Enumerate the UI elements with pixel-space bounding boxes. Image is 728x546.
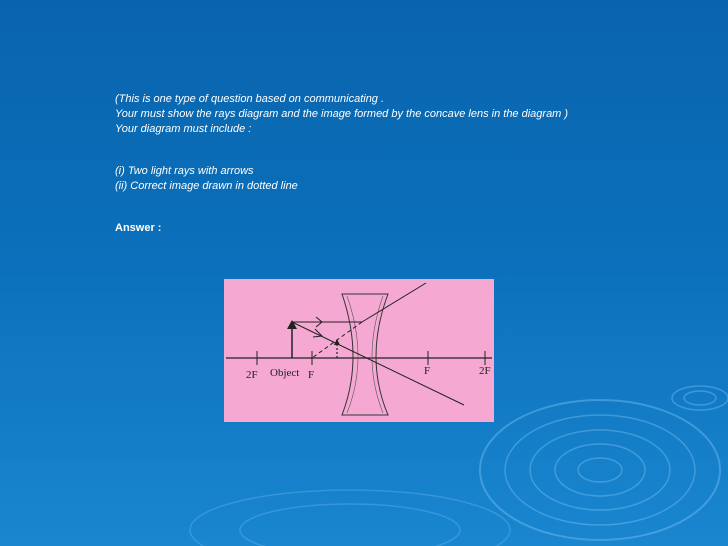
label-2f-left: 2F [246, 369, 258, 381]
question-text [115, 92, 568, 194]
concave-lens [342, 294, 388, 415]
answer-label: Answer : [115, 222, 162, 234]
label-f-left: F [308, 369, 315, 381]
label-2f-right: 2F [479, 365, 491, 377]
question-line-1: (This is one type of question based on communicating . [115, 93, 385, 105]
image-arrowhead [334, 339, 340, 345]
requirement-item-1: (i) Two light rays with arrows [115, 165, 254, 177]
requirement-item-2: (ii) Correct image drawn in dotted line [115, 180, 298, 192]
object-arrowhead [287, 320, 297, 329]
label-f-right: F [424, 365, 431, 377]
ray-diagram [224, 279, 494, 422]
ray-diverged [362, 283, 426, 322]
question-line-3: Your diagram must include : [115, 123, 252, 135]
label-object: Object [270, 367, 300, 379]
question-line-2: Your must show the rays diagram and the image formed by the concave lens in the diagram ) [115, 108, 569, 120]
